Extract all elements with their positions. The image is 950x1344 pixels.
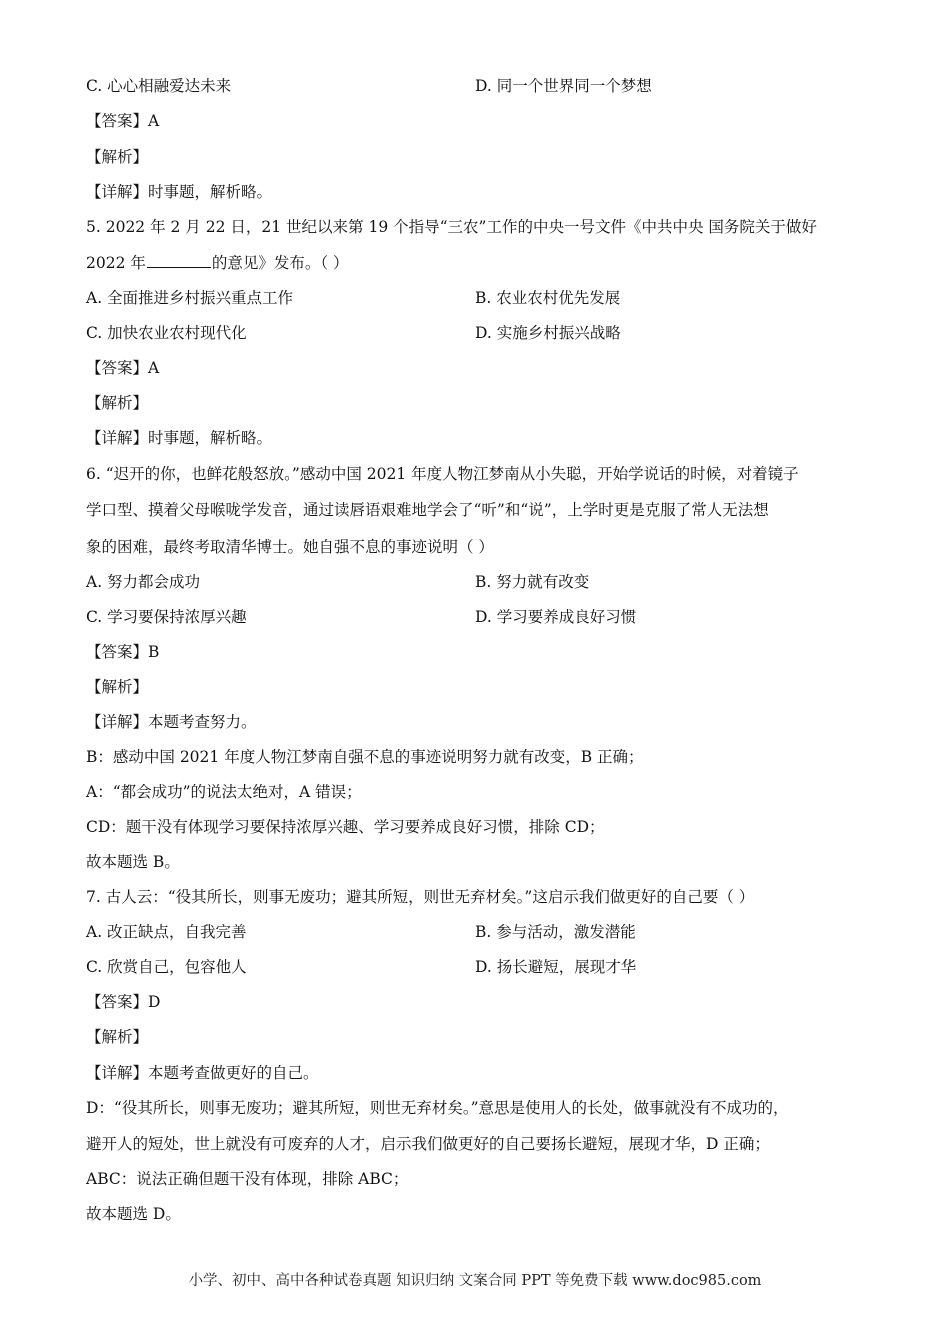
q7-detail: 【详解】本题考查做更好的自己。 [86,1064,319,1082]
q5-option-a: A. 全面推进乡村振兴重点工作 [86,289,294,307]
q6-option-c: C. 学习要保持浓厚兴趣 [86,608,247,626]
q7-option-c: C. 欣赏自己，包容他人 [86,958,247,976]
q5-fill-blank [147,253,211,268]
q7-explanation-d-line1: D：“役其所长，则事无废功；避其所短，则世无弃材矣。”意思是使用人的长处，做事就没有不成功的， [86,1099,789,1117]
q7-stem-line1: 7. 古人云：“役其所长，则事无废功；避其所短，则世无弃材矣。”这启示我们做更好的自己要（ ） [86,888,755,906]
q4-analysis-label: 【解析】 [86,148,149,166]
q7-explanation-abc: ABC：说法正确但题干没有体现，排除 ABC； [86,1170,409,1188]
q6-stem-line3: 象的困难，最终考取清华博士。她自强不息的事迹说明（ ） [86,538,494,556]
q7-option-d: D. 扬长避短，展现才华 [475,958,637,976]
q6-option-b: B. 努力就有改变 [475,573,590,591]
q6-explanation-b: B：感动中国 2021 年度人物江梦南自强不息的事迹说明努力就有改变，B 正确； [86,748,644,766]
q5-detail: 【详解】时事题，解析略。 [86,429,273,447]
q7-option-a: A. 改正缺点，自我完善 [86,923,247,941]
q7-explanation-d-line2: 避开人的短处，世上就没有可废弃的人才，启示我们做更好的自己要扬长避短，展现才华，D 正确； [86,1135,770,1153]
q4-option-c: C. 心心相融爱达未来 [86,77,232,95]
q4-detail: 【详解】时事题，解析略。 [86,183,273,201]
q4-answer: 【答案】A [86,112,160,130]
q6-answer: 【答案】B [86,643,160,661]
q5-analysis-label: 【解析】 [86,394,149,412]
q6-option-a: A. 努力都会成功 [86,573,201,591]
q6-explanation-cd: CD：题干没有体现学习要保持浓厚兴趣、学习要养成良好习惯，排除 CD； [86,818,605,836]
q5-stem-line2 [86,253,349,273]
q5-stem-year: 2022 年 [86,254,146,272]
q6-analysis-label: 【解析】 [86,678,149,696]
q6-stem-line1: 6. “迟开的你，也鲜花般怒放。”感动中国 2021 年度人物江梦南从小失聪，开始学说话的时候，对着镜子 [86,465,799,483]
q5-option-d: D. 实施乡村振兴战略 [475,324,621,342]
q7-option-b: B. 参与活动，激发潜能 [475,923,636,941]
q6-explanation-a: A：“都会成功”的说法太绝对，A 错误； [86,783,362,801]
q6-option-d: D. 学习要养成良好习惯 [475,608,637,626]
q5-option-b: B. 农业农村优先发展 [475,289,621,307]
q7-conclusion: 故本题选 D。 [86,1205,181,1223]
q7-answer: 【答案】D [86,993,161,1011]
q5-stem-line1: 5. 2022 年 2 月 22 日，21 世纪以来第 19 个指导“三农”工作的中央一号文件《中共中央 国务院关于做好 [86,218,817,236]
q6-detail: 【详解】本题考查努力。 [86,713,257,731]
page-footer: 小学、初中、高中各种试卷真题 知识归纳 文案合同 PPT 等免费下载 www.doc985.com [188,1273,762,1289]
q6-conclusion: 故本题选 B。 [86,853,180,871]
q7-analysis-label: 【解析】 [86,1028,149,1046]
q6-stem-line2: 学口型、摸着父母喉咙学发音，通过读唇语艰难地学会了“听”和“说”，上学时更是克服了常人无法想 [86,501,769,519]
q4-option-d: D. 同一个世界同一个梦想 [475,77,652,95]
q5-stem-rest: 的意见》发布。（ ） [211,254,349,272]
q5-answer: 【答案】A [86,359,160,377]
q5-option-c: C. 加快农业农村现代化 [86,324,247,342]
